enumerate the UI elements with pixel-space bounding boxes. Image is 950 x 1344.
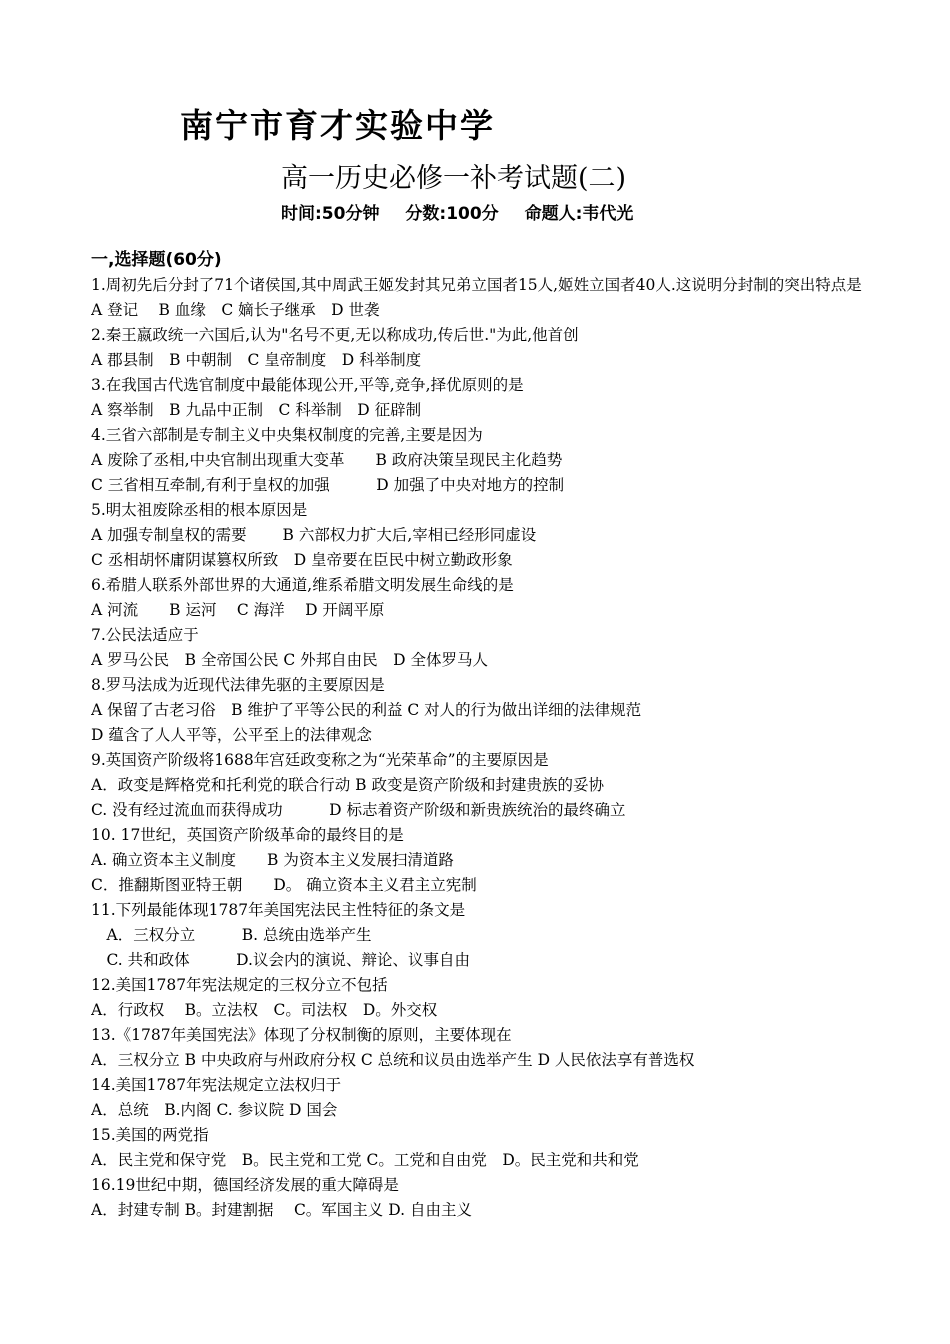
question-line: A．民主党和保守党 B。民主党和工党 C。工党和自由党 D。民主党和共和党 [91,1151,639,1169]
question-line: A 保留了古老习俗 B 维护了平等公民的利益 C 对人的行为做出详细的法律规范 [91,701,642,719]
exam-title: 高一历史必修一补考试题(二) [281,163,627,194]
question-line: C 三省相互牵制,有利于皇权的加强 D 加强了中央对地方的控制 [91,476,565,494]
question-line: 4.三省六部制是专制主义中央集权制度的完善,主要是因为 [91,426,483,444]
exam-time: 时间:50分钟 [281,204,380,224]
section-heading: 一,选择题(60分) [91,250,222,270]
question-line: 1.周初先后分封了71个诸侯国,其中周武王姬发封其兄弟立国者15人,姬姓立国者40人.这说明分封制的突出特点是 [91,276,862,294]
question-line: 2.秦王嬴政统一六国后,认为"名号不更,无以称成功,传后世."为此,他首创 [91,326,579,344]
question-line: D 蕴含了人人平等，公平至上的法律观念 [91,726,372,744]
question-line: 8.罗马法成为近现代法律先驱的主要原因是 [91,676,385,694]
question-line: C．推翻斯图亚特王朝 D。 确立资本主义君主立宪制 [91,876,477,894]
question-line: A 察举制 B 九品中正制 C 科举制 D 征辟制 [91,401,422,419]
question-line: 7.公民法适应于 [91,626,199,644]
question-list [91,248,881,1223]
question-line: 12.美国1787年宪法规定的三权分立不包括 [91,976,388,994]
question-line: A．政变是辉格党和托利党的联合行动 B 政变是资产阶级和封建贵族的妥协 [91,776,604,794]
exam-score: 分数:100分 [405,204,499,224]
exam-meta [281,199,633,224]
question-line: 9.英国资产阶级将1688年宫廷政变称之为“光荣革命”的主要原因是 [91,751,549,769]
question-line: C. 没有经过流血而获得成功 D 标志着资产阶级和新贵族统治的最终确立 [91,801,626,819]
question-line: C 丞相胡怀庸阴谋篡权所致 D 皇帝要在臣民中树立勤政形象 [91,551,513,569]
question-line: A 加强专制皇权的需要 B 六部权力扩大后,宰相已经形同虚设 [91,526,537,544]
question-line: A．封建专制 B。封建割据 C。军国主义 D. 自由主义 [91,1201,472,1219]
question-line: A．行政权 B。立法权 C。司法权 D。外交权 [91,1001,438,1019]
question-line: A 废除了丞相,中央官制出现重大变革 B 政府决策呈现民主化趋势 [91,451,563,469]
question-line: 16.19世纪中期，德国经济发展的重大障碍是 [91,1176,399,1194]
exam-author: 命题人:韦代光 [524,204,634,224]
question-line: A．三权分立 B 中央政府与州政府分权 C 总统和议员由选举产生 D 人民依法享有普选权 [91,1051,695,1069]
question-line: C. 共和政体 D.议会内的演说、辩论、议事自由 [91,951,470,969]
question-line: 11.下列最能体现1787年美国宪法民主性特征的条文是 [91,901,466,919]
question-line: 13.《1787年美国宪法》体现了分权制衡的原则，主要体现在 [91,1026,512,1044]
question-line: 10. 17世纪，英国资产阶级革命的最终目的是 [91,826,404,844]
question-line: A 河流 B 运河 C 海洋 D 开阔平原 [91,601,385,619]
question-line: 3.在我国古代选官制度中最能体现公开,平等,竞争,择优原则的是 [91,376,524,394]
question-line: A．三权分立 B. 总统由选举产生 [91,926,372,944]
question-line: 6.希腊人联系外部世界的大通道,维系希腊文明发展生命线的是 [91,576,514,594]
question-line: A. 确立资本主义制度 B 为资本主义发展扫清道路 [91,851,454,869]
school-name: 南宁市育才实验中学 [180,106,495,145]
question-line: A 登记 B 血缘 C 嫡长子继承 D 世袭 [91,301,380,319]
question-line: 15.美国的两党指 [91,1126,209,1144]
question-line: A 郡县制 B 中朝制 C 皇帝制度 D 科举制度 [91,351,422,369]
question-line: A 罗马公民 B 全帝国公民 C 外邦自由民 D 全体罗马人 [91,651,489,669]
question-line: A．总统 B.内阁 C. 参议院 D 国会 [91,1101,338,1119]
question-line: 5.明太祖废除丞相的根本原因是 [91,501,308,519]
question-line: 14.美国1787年宪法规定立法权归于 [91,1076,342,1094]
